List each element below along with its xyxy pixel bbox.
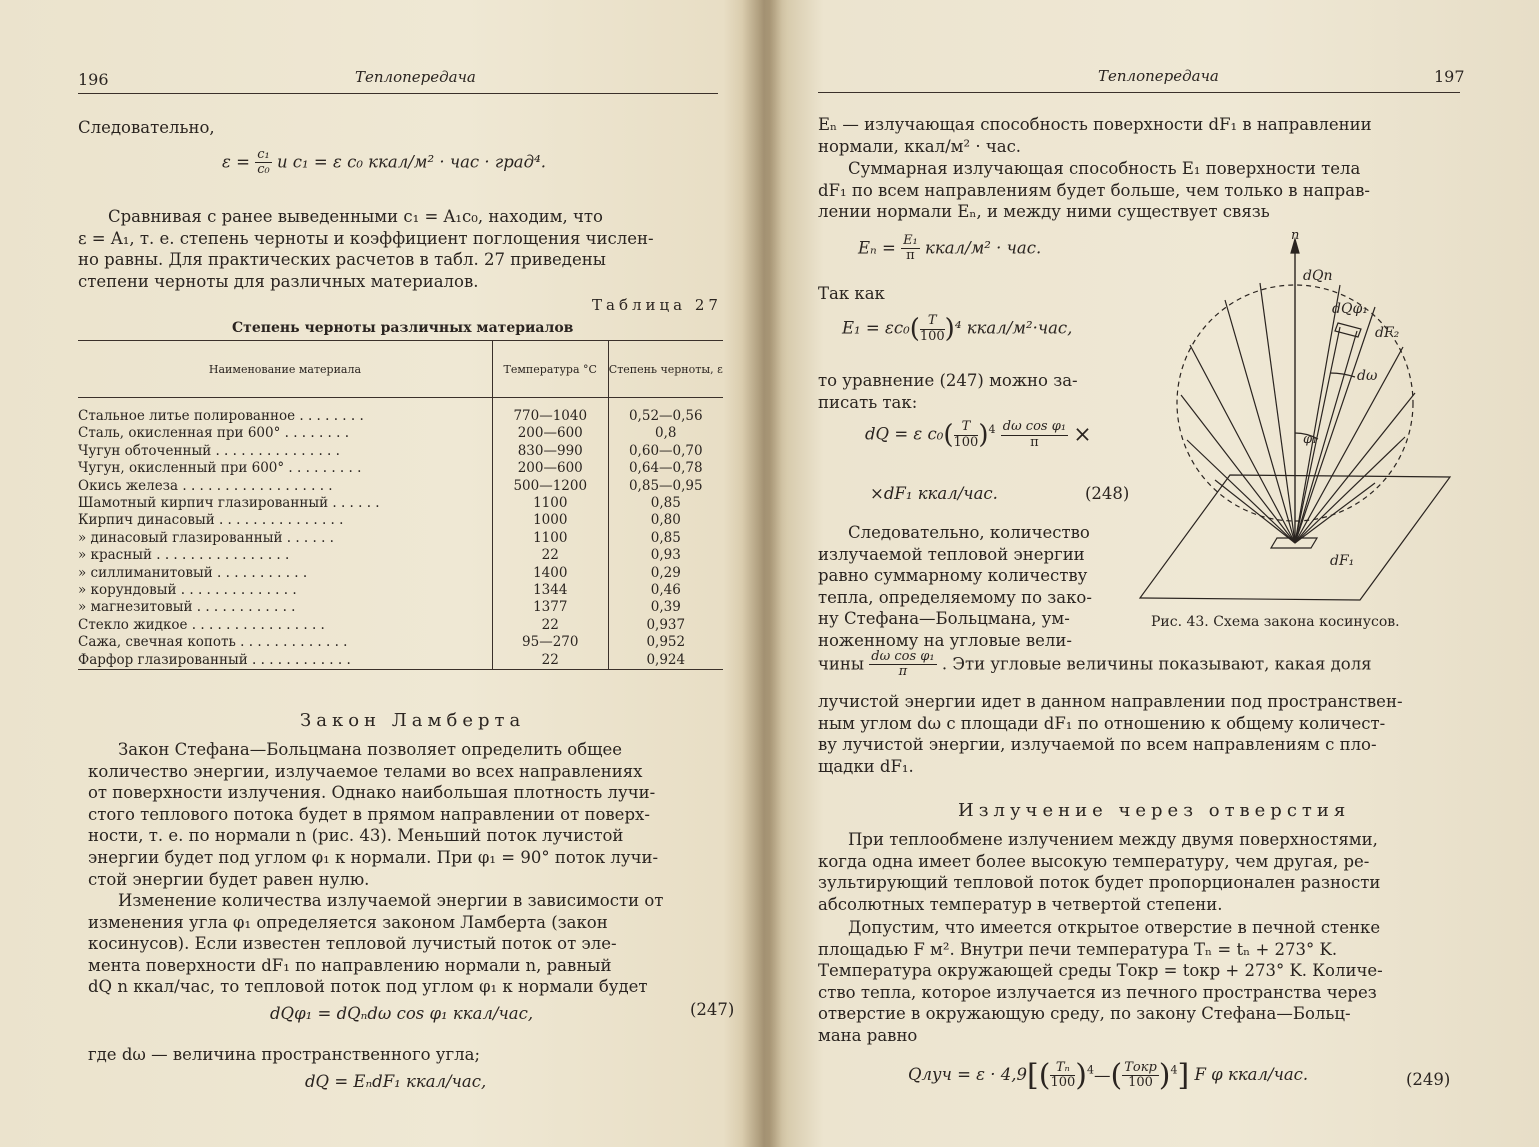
column-header: Степень черноты, ε [608, 341, 723, 398]
table-cell: Стальное литье полированное . . . . . . . . [78, 408, 364, 424]
text-line: мана равно [818, 1025, 918, 1045]
table-title: Степень черноты различных материалов [232, 320, 574, 336]
table-cell: 1100 [492, 495, 608, 512]
fraction [920, 314, 945, 344]
running-head: Теплопередача [355, 68, 476, 86]
table-cell: 0,80 [608, 512, 723, 529]
table-cell: Шамотный кирпич глазированный . . . . . . [78, 495, 380, 512]
paragraph [818, 158, 1460, 223]
numerator: dω cos φ₁ [871, 649, 935, 664]
table-cell: Стекло жидкое . . . . . . . . . . . . . . . . [78, 616, 325, 633]
table-cell: 0,60—0,70 [608, 443, 723, 460]
text-line: равно суммарному количеству [818, 566, 1088, 586]
denominator: 100 [1050, 1075, 1076, 1090]
text-line: Сравнивая с ранее выведенными c₁ = A₁c₀, находим, что [108, 207, 603, 226]
numerator: c₁ [257, 147, 270, 162]
paragraph [818, 691, 1460, 777]
table-cell: Фарфор глазированный . . . . . . . . . . . . [78, 652, 492, 670]
text-line: но равны. Для практических расчетов в табл. 27 приведены [78, 250, 606, 270]
denominator: c₀ [257, 162, 270, 178]
equation [222, 148, 546, 178]
table-cell: 200—600 [492, 425, 608, 442]
text-line: отверстие в окружающую среду, по закону Стефана—Больц- [818, 1004, 1351, 1024]
table-cell: » силлиманитовый . . . . . . . . . . . [78, 564, 308, 581]
text-line: когда одна имеет более высокую температуру, чем другая, ре- [818, 851, 1370, 871]
equation-249: Qлуч = ε · 4,9[( $\frac{\text{Tₙ}}{100}$ )$^4$—( $\frac{\text{Tокр}}{100}$ )$^4$] F φ ккал/час. [908, 1058, 1309, 1093]
paragraph: Так как [818, 284, 885, 303]
table-row [78, 425, 723, 442]
equation-number: (249) [1406, 1070, 1451, 1089]
table-cell: 1344 [492, 582, 608, 599]
fraction [954, 420, 979, 450]
text-line: стой энергии будет равен нулю. [88, 869, 370, 889]
text-line: стого теплового потока будет в прямом направлении от поверх- [88, 804, 650, 824]
label-dqn: dQn [1303, 268, 1333, 284]
table-cell: » красный . . . . . . . . . . . . . . . . [78, 547, 290, 564]
text-line: писать так: [818, 392, 918, 412]
fraction [869, 650, 936, 680]
label-domega: dω [1357, 368, 1378, 384]
text-line: ву лучистой энергии, излучаемой по всем направлениям с пло- [818, 735, 1377, 755]
equation-rest: ⁴ ккал/м²·час, [954, 318, 1073, 338]
text-line: Суммарная излучающая способность E₁ поверхности тела [848, 159, 1361, 178]
table-cell: 0,85 [608, 495, 723, 512]
table-cell: 1000 [492, 512, 608, 529]
table-cell: Чугун обточенный . . . . . . . . . . . . . . . [78, 442, 340, 459]
text-line: излучаемой тепловой энергии [818, 544, 1085, 564]
paragraph [818, 114, 1460, 157]
table-cell: 770—1040 [492, 398, 608, 426]
numerator: dω cos φ₁ [1002, 419, 1067, 435]
table-row [78, 512, 723, 529]
table-row [78, 495, 723, 512]
text-line: ности, т. е. по нормали n (рис. 43). Меньший поток лучистой [88, 826, 624, 846]
table-cell: Чугун, окисленный при 600° . . . . . . . . . [78, 460, 362, 477]
text-line: косинусов). Если известен тепловой лучистый поток от эле- [88, 934, 617, 954]
fraction [1001, 420, 1068, 450]
paragraph [88, 890, 728, 998]
page-number: 196 [78, 70, 109, 89]
label-phi: φ₁ [1303, 432, 1318, 447]
table-cell: 0,952 [608, 634, 723, 651]
equation-lhs: ε = [222, 152, 250, 172]
table-cell: 0,85 [608, 530, 723, 547]
header-rule [818, 92, 1460, 93]
table-row [78, 398, 723, 426]
table-cell: 1400 [492, 565, 608, 582]
paragraph [818, 370, 1138, 413]
paragraph [78, 206, 718, 292]
equation-248-line2: ×dF₁ ккал/час. [870, 484, 998, 503]
table-label: Таблица 27 [592, 296, 722, 314]
section-heading: Закон Ламберта [300, 710, 526, 731]
paragraph [88, 739, 728, 890]
numerator: T [920, 314, 945, 329]
table-cell: 95—270 [492, 634, 608, 651]
equation [858, 234, 1041, 264]
equation-rest: F φ ккал/час. [1194, 1065, 1309, 1084]
right-page [770, 0, 1539, 1147]
text-line: мента поверхности dF₁ по направлению нормали n, равный [88, 955, 612, 975]
text-line: лении нормали Eₙ, и между ними существует связь [818, 202, 1270, 222]
numerator: E₁ [903, 233, 918, 248]
equation: E₁ = εc₀( $\frac{T}{100}$ )⁴ ккал/м²·час, [842, 313, 1073, 344]
denominator: 100 [1128, 1075, 1153, 1090]
table-cell: 0,937 [608, 617, 723, 634]
fraction [1122, 1061, 1159, 1091]
running-head: Теплопередача [1098, 67, 1219, 85]
label-df1: dF₁ [1330, 553, 1355, 569]
table-row [78, 547, 723, 564]
text-line: изменения угла φ₁ определяется законом Ламберта (закон [88, 912, 608, 932]
table-cell: 830—990 [492, 443, 608, 460]
header-rule [78, 93, 718, 94]
table-cell: 0,64—0,78 [608, 460, 723, 477]
table-cell: 0,52—0,56 [608, 398, 723, 426]
page-number: 197 [1434, 67, 1465, 86]
text-line: щадки dF₁. [818, 756, 914, 776]
text-line: ε = A₁, т. е. степень черноты и коэффициент поглощения числен- [78, 228, 654, 248]
text-line: тепла, определяемому по зако- [818, 587, 1092, 607]
text-line: ство тепла, которое излучается из печного пространства через [818, 982, 1377, 1002]
denominator: 100 [953, 434, 979, 450]
equation-number: (248) [1085, 484, 1130, 503]
table-cell: 0,93 [608, 547, 723, 564]
table-cell: 0,39 [608, 599, 723, 616]
text-line: При теплообмене излучением между двумя поверхностями, [848, 830, 1378, 849]
text-line: степени черноты для различных материалов. [78, 271, 479, 291]
paragraph [818, 522, 1128, 652]
table-cell: 22 [492, 652, 608, 670]
fraction [1050, 1061, 1075, 1091]
cosine-law-figure [1135, 225, 1465, 605]
text-line: энергии будет под углом φ₁ к нормали. При φ₁ = 90° поток лучи- [88, 847, 659, 867]
table-row [78, 599, 723, 616]
table-cell: 200—600 [492, 460, 608, 477]
text-line: Изменение количества излучаемой энергии в зависимости от [118, 891, 664, 910]
denominator: π [906, 248, 915, 264]
numerator: Tₙ [1050, 1061, 1075, 1076]
text-line: ноженному на угловые вели- [818, 630, 1072, 650]
text-line: нормали, ккал/м² · час. [818, 136, 1022, 156]
table-cell: 0,46 [608, 582, 723, 599]
numerator: Tокр [1124, 1059, 1157, 1075]
equation-lhs: E₁ = εc₀ [842, 318, 910, 338]
section-heading: Излучение через отверстия [958, 800, 1351, 821]
table-row [78, 582, 723, 599]
text-line: то уравнение (247) можно за- [818, 371, 1078, 390]
text-line: Температура окружающей среды Tокр = tокр + 273° K. Количе- [818, 961, 1383, 981]
paragraph: Следовательно, [78, 118, 215, 137]
table-cell: 500—1200 [492, 478, 608, 495]
denominator: 100 [919, 328, 945, 344]
label-df2: dF₂ [1375, 325, 1400, 341]
table-cell: » корундовый . . . . . . . . . . . . . . [78, 582, 297, 599]
equation: dQ = EₙdF₁ ккал/час, [305, 1072, 487, 1091]
column-header: Температура °C [492, 341, 608, 398]
text-line: ным углом dω с площади dF₁ по отношению к общему количест- [818, 713, 1386, 733]
figure-caption: Рис. 43. Схема закона косинусов. [1151, 614, 1400, 630]
table-row [78, 652, 723, 670]
table-cell: 0,85—0,95 [608, 478, 723, 495]
text-line: Eₙ — излучающая способность поверхности dF₁ в направлении [818, 115, 1372, 134]
label-dqphi: dQφ₁ [1332, 301, 1368, 317]
text-line: чины [818, 654, 865, 674]
text-line: абсолютных температур в четвертой степени. [818, 894, 1223, 914]
denominator: π [898, 664, 908, 680]
multiply-sign: × [1073, 422, 1092, 448]
table-cell: » магнезитовый . . . . . . . . . . . . [78, 599, 296, 616]
equation-247: dQφ₁ = dQₙdω cos φ₁ ккал/час, [270, 1004, 534, 1023]
table-cell: 1100 [492, 530, 608, 547]
fraction [255, 148, 272, 178]
text-line: лучистой энергии идет в данном направлении под пространствен- [818, 692, 1403, 711]
text-line: dF₁ по всем направлениям будет больше, чем только в направ- [818, 180, 1370, 200]
table-row [78, 634, 723, 651]
equation-248: dQ = ε c₀( $\frac{T}{100}$ )$^4$ $\frac{\text{dω cos φ₁}}{\pi}$ × [865, 419, 1092, 450]
equation-number: (247) [690, 1000, 735, 1019]
table-cell: 0,924 [608, 652, 723, 670]
paragraph [818, 917, 1460, 1047]
table-cell: » динасовый глазированный . . . . . . [78, 529, 334, 546]
text-line: зультирующий тепловой поток будет пропорционален разности [818, 873, 1381, 893]
text-line: количество энергии, излучаемое телами во всех направлениях [88, 761, 643, 781]
equation-lhs: Qлуч = ε · 4,9 [908, 1065, 1028, 1084]
table-cell: 0,29 [608, 565, 723, 582]
table-cell: Сажа, свечная копоть . . . . . . . . . . . . . [78, 634, 348, 651]
text-line: . Эти угловые величины показывают, какая доля [941, 654, 1372, 674]
table-row [78, 460, 723, 477]
paragraph [818, 650, 1372, 680]
denominator: π [1030, 434, 1039, 450]
equation-rest: ккал/м² · час. [925, 238, 1042, 258]
table-cell: Кирпич динасовый . . . . . . . . . . . . . . . [78, 512, 344, 529]
table-cell: Сталь, окисленная при 600° . . . . . . . . [78, 425, 350, 442]
table-cell: 22 [492, 617, 608, 634]
equation-lhs: Eₙ = [858, 238, 896, 258]
table-cell: 1377 [492, 599, 608, 616]
table-row [78, 530, 723, 547]
numerator: T [954, 420, 979, 435]
equation-rest: и c₁ = ε c₀ ккал/м² · час · град⁴. [276, 152, 546, 172]
table-row [78, 565, 723, 582]
paragraph: где dω — величина пространственного угла; [88, 1045, 481, 1064]
text-line: ну Стефана—Больцмана, ум- [818, 609, 1070, 629]
equation-lhs: dQ = ε c₀ [865, 424, 944, 444]
text-line: Следовательно, количество [848, 523, 1090, 542]
text-line: Допустим, что имеется открытое отверстие в печной стенке [848, 918, 1381, 937]
text-line: от поверхности излучения. Однако наибольшая плотность лучи- [88, 783, 656, 803]
text-line: dQ n ккал/час, то тепловой поток под углом φ₁ к нормали будет [88, 977, 648, 997]
paragraph [818, 829, 1460, 915]
table-cell: 0,8 [608, 425, 723, 442]
table-row [78, 443, 723, 460]
table-row [78, 617, 723, 634]
text-line: площадью F м². Внутри печи температура Tₙ = tₙ + 273° K. [818, 939, 1338, 959]
fraction [901, 234, 920, 264]
table-cell: Окись железа . . . . . . . . . . . . . . . . . . [78, 477, 333, 494]
label-n: n [1291, 228, 1300, 243]
text-line: Закон Стефана—Больцмана позволяет определить общее [118, 740, 623, 759]
left-page [0, 0, 760, 1147]
table-cell: 22 [492, 547, 608, 564]
column-header: Наименование материала [78, 341, 492, 398]
emissivity-table [78, 340, 723, 670]
table-row [78, 478, 723, 495]
